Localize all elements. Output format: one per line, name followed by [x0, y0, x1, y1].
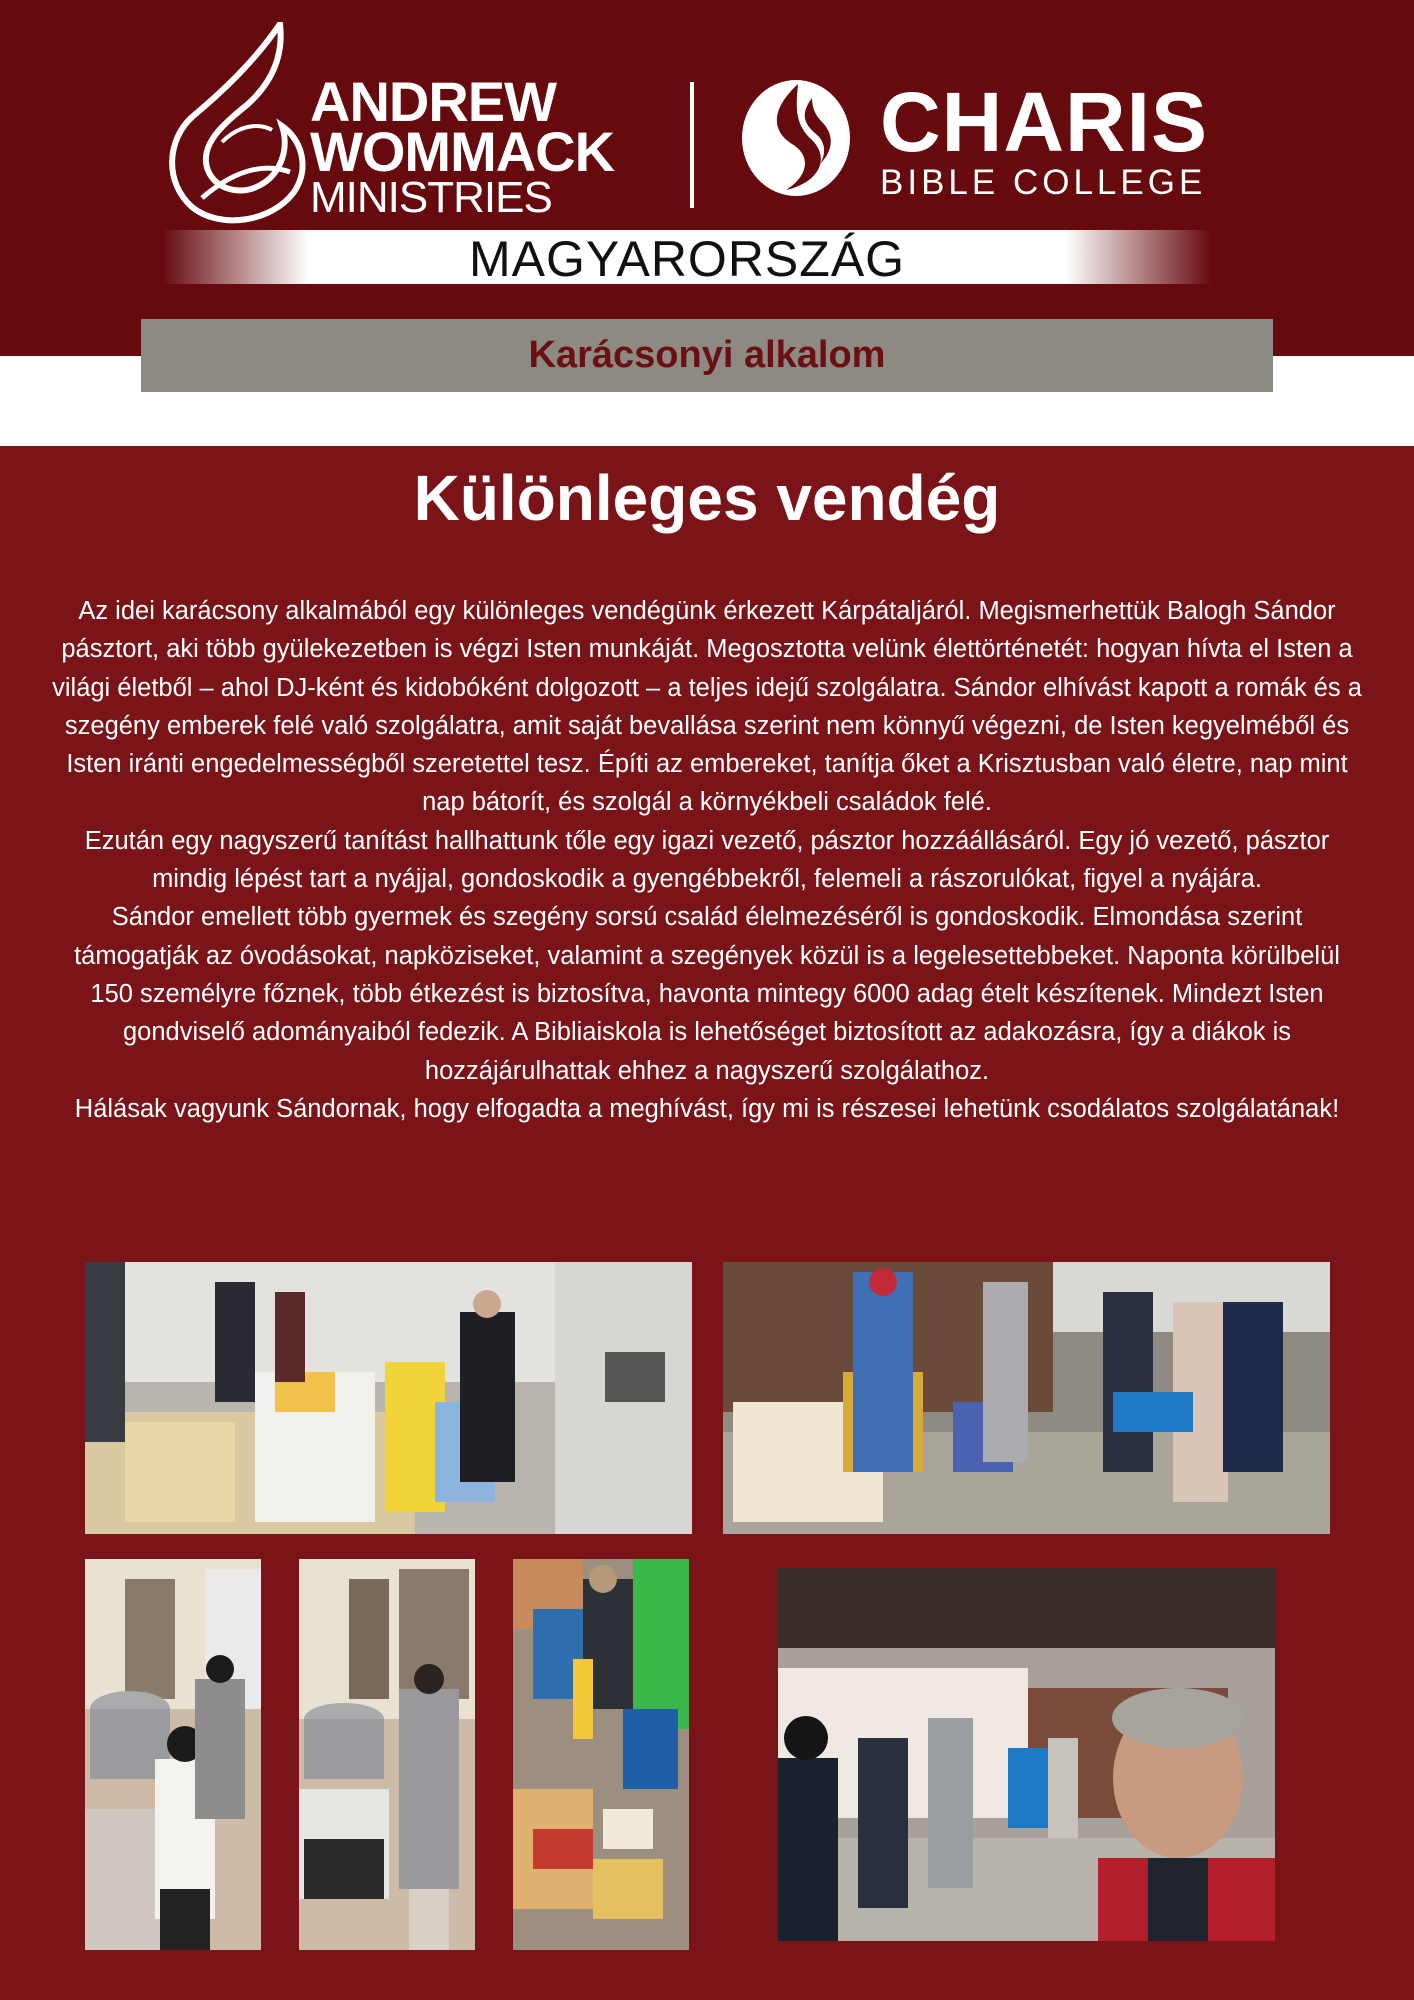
event-subtitle: Karácsonyi alkalom [528, 334, 886, 376]
college-subname: BIBLE COLLEGE [880, 163, 1207, 202]
page-header [0, 0, 1414, 376]
college-name: CHARIS [880, 75, 1209, 169]
andrew-wommack-wordmark [310, 70, 615, 222]
flame-logo-icon [162, 22, 312, 227]
country-banner [162, 230, 1212, 287]
page-title: Különleges vendég [413, 462, 1001, 534]
org-line-2: WOMMACK [310, 120, 615, 183]
photo-packages [513, 1559, 689, 1950]
logo-divider [690, 82, 694, 208]
article-paragraph: Ezután egy nagyszerű tanítást hallhattunk tőle egy igazi vezető, pásztor hozzáállásáról. Egy jó vezető, pásztor mindig lépést tart a nyájjal, gondoskodik a gyengébbekről, felemeli a rászorulókat, figyel a nyájára. [84, 826, 1330, 894]
photo-selfie [778, 1568, 1275, 1941]
charis-flame-icon [742, 78, 850, 198]
org-line-1: ANDREW [310, 70, 556, 133]
article-paragraph: Hálásak vagyunk Sándornak, hogy elfogadta a meghívást, így mi is részesei lehetünk csodálatos szolgálatának! [74, 1094, 1340, 1123]
photo-food-supplies [85, 1262, 692, 1534]
article-body [52, 592, 1362, 1128]
charis-wordmark [880, 75, 1209, 204]
photo-cooking-1 [85, 1559, 261, 1950]
country-label: MAGYARORSZÁG [468, 231, 906, 287]
org-line-3: MINISTRIES [310, 173, 552, 222]
photo-cooking-2 [299, 1559, 475, 1950]
article-paragraph: Az idei karácsony alkalmából egy különleges vendégünk érkezett Kárpátaljáról. Megismerhettük Balogh Sándor pásztort, aki több gyülekezetben is végzi Isten munkáját. Megosztotta velünk élettörténetét: hogyan hívta el Isten a világi életből – ahol DJ-ként és kidobóként dolgozott – a teljes idejű szolgálatra. Sándor elhívást kapott a romák és a szegény emberek felé való szolgálatra, amit saját bevallása szerint nem könnyű végezni, de Isten kegyelméből és Isten iránti engedelmességből szeretettel tesz. Építi az embereket, tanítja őket a Krisztusban való életre, nap mint nap bátorít, és szolgál a környékbeli családok felé. [52, 597, 1362, 817]
event-subtitle-box [141, 319, 1273, 392]
photo-distribution [723, 1262, 1330, 1534]
article-paragraph: Sándor emellett több gyermek és szegény sorsú család élelmezéséről is gondoskodik. Elmondása szerint támogatják az óvodásokat, napköziseket, valamint a szegények közül is a legelesettebbeket. Naponta körülbelül 150 személyre főznek, több étkezést is biztosítva, havonta mintegy 6000 adag ételt készítenek. Mindezt Isten gondviselő adományaiból fedezik. A Bibliaiskola is lehetőséget biztosított az adakozásra, így a diákok is hozzájárulhattak ehhez a nagyszerű szolgálathoz. [74, 903, 1340, 1085]
andrew-wommack-logo [162, 22, 642, 227]
